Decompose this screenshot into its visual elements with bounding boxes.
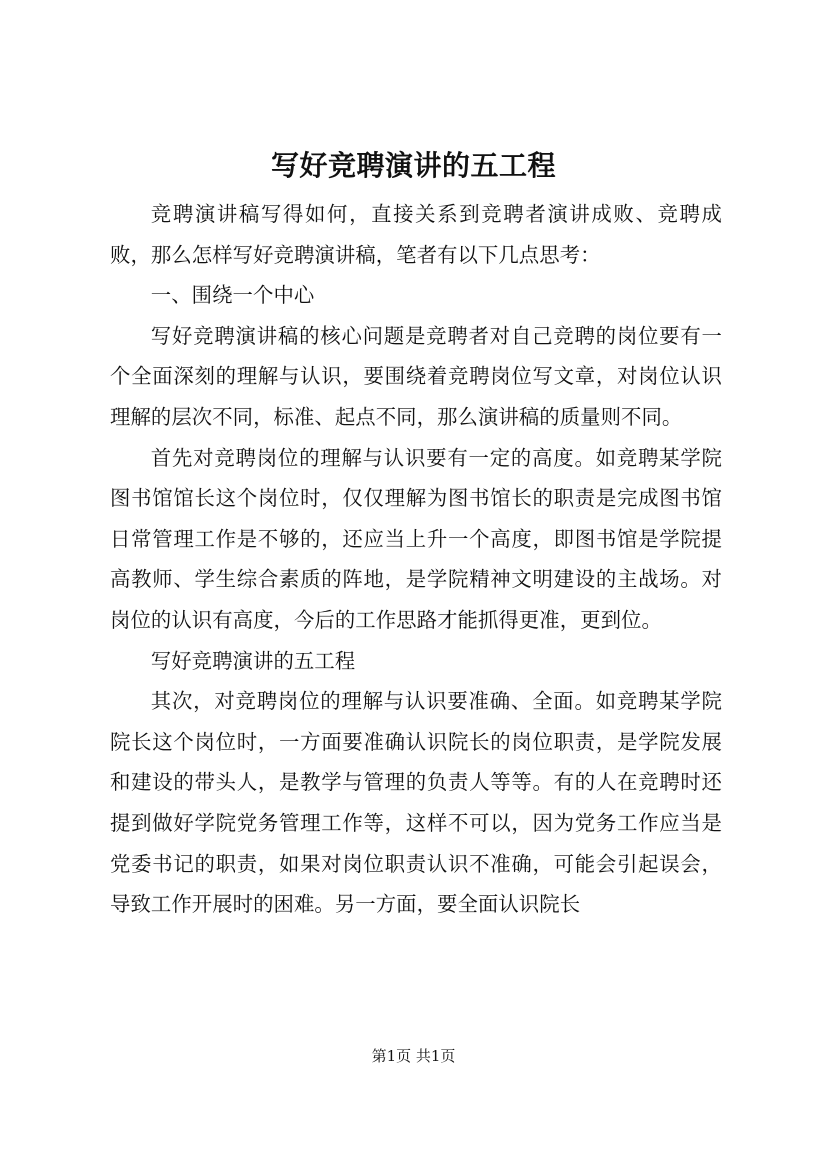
- document-title: 写好竞聘演讲的五工程: [270, 149, 556, 182]
- paragraph-core-issue: 写好竞聘演讲稿的核心问题是竞聘者对自己竞聘的岗位要有一个全面深刻的理解与认识，要围绕着竞聘岗位写文章，对岗位认识理解的层次不同，标准、起点不同，那么演讲稿的质量则不同。: [110, 323, 722, 429]
- document-body: [110, 194, 722, 925]
- paragraph-accuracy: 其次，对竞聘岗位的理解与认识要准确、全面。如竞聘某学院院长这个岗位时，一方面要准确认识院长的岗位职责，是学院发展和建设的带头人，是教学与管理的负责人等等。有的人在竞聘时还提到做好学院党务管理工作等，这样不可以，因为党务工作应当是党委书记的职责，如果对岗位职责认识不准确，可能会引起误会，导致工作开展时的困难。另一方面，要全面认识院长: [110, 689, 722, 917]
- repeated-title-line: 写好竞聘演讲的五工程: [150, 648, 356, 673]
- paragraph-height: 首先对竞聘岗位的理解与认识要有一定的高度。如竞聘某学院图书馆馆长这个岗位时，仅仅理解为图书馆长的职责是完成图书馆日常管理工作是不够的，还应当上升一个高度，即图书馆是学院提高教师、学生综合素质的阵地，是学院精神文明建设的主战场。对岗位的认识有高度，今后的工作思路才能抓得更准，更到位。: [110, 445, 722, 632]
- section-heading-1: 一、围绕一个中心: [150, 283, 315, 308]
- paragraph-intro: 竞聘演讲稿写得如何，直接关系到竞聘者演讲成败、竞聘成败，那么怎样写好竞聘演讲稿，笔者有以下几点思考：: [110, 202, 722, 267]
- page-footer: 第1页 共1页: [371, 1047, 456, 1065]
